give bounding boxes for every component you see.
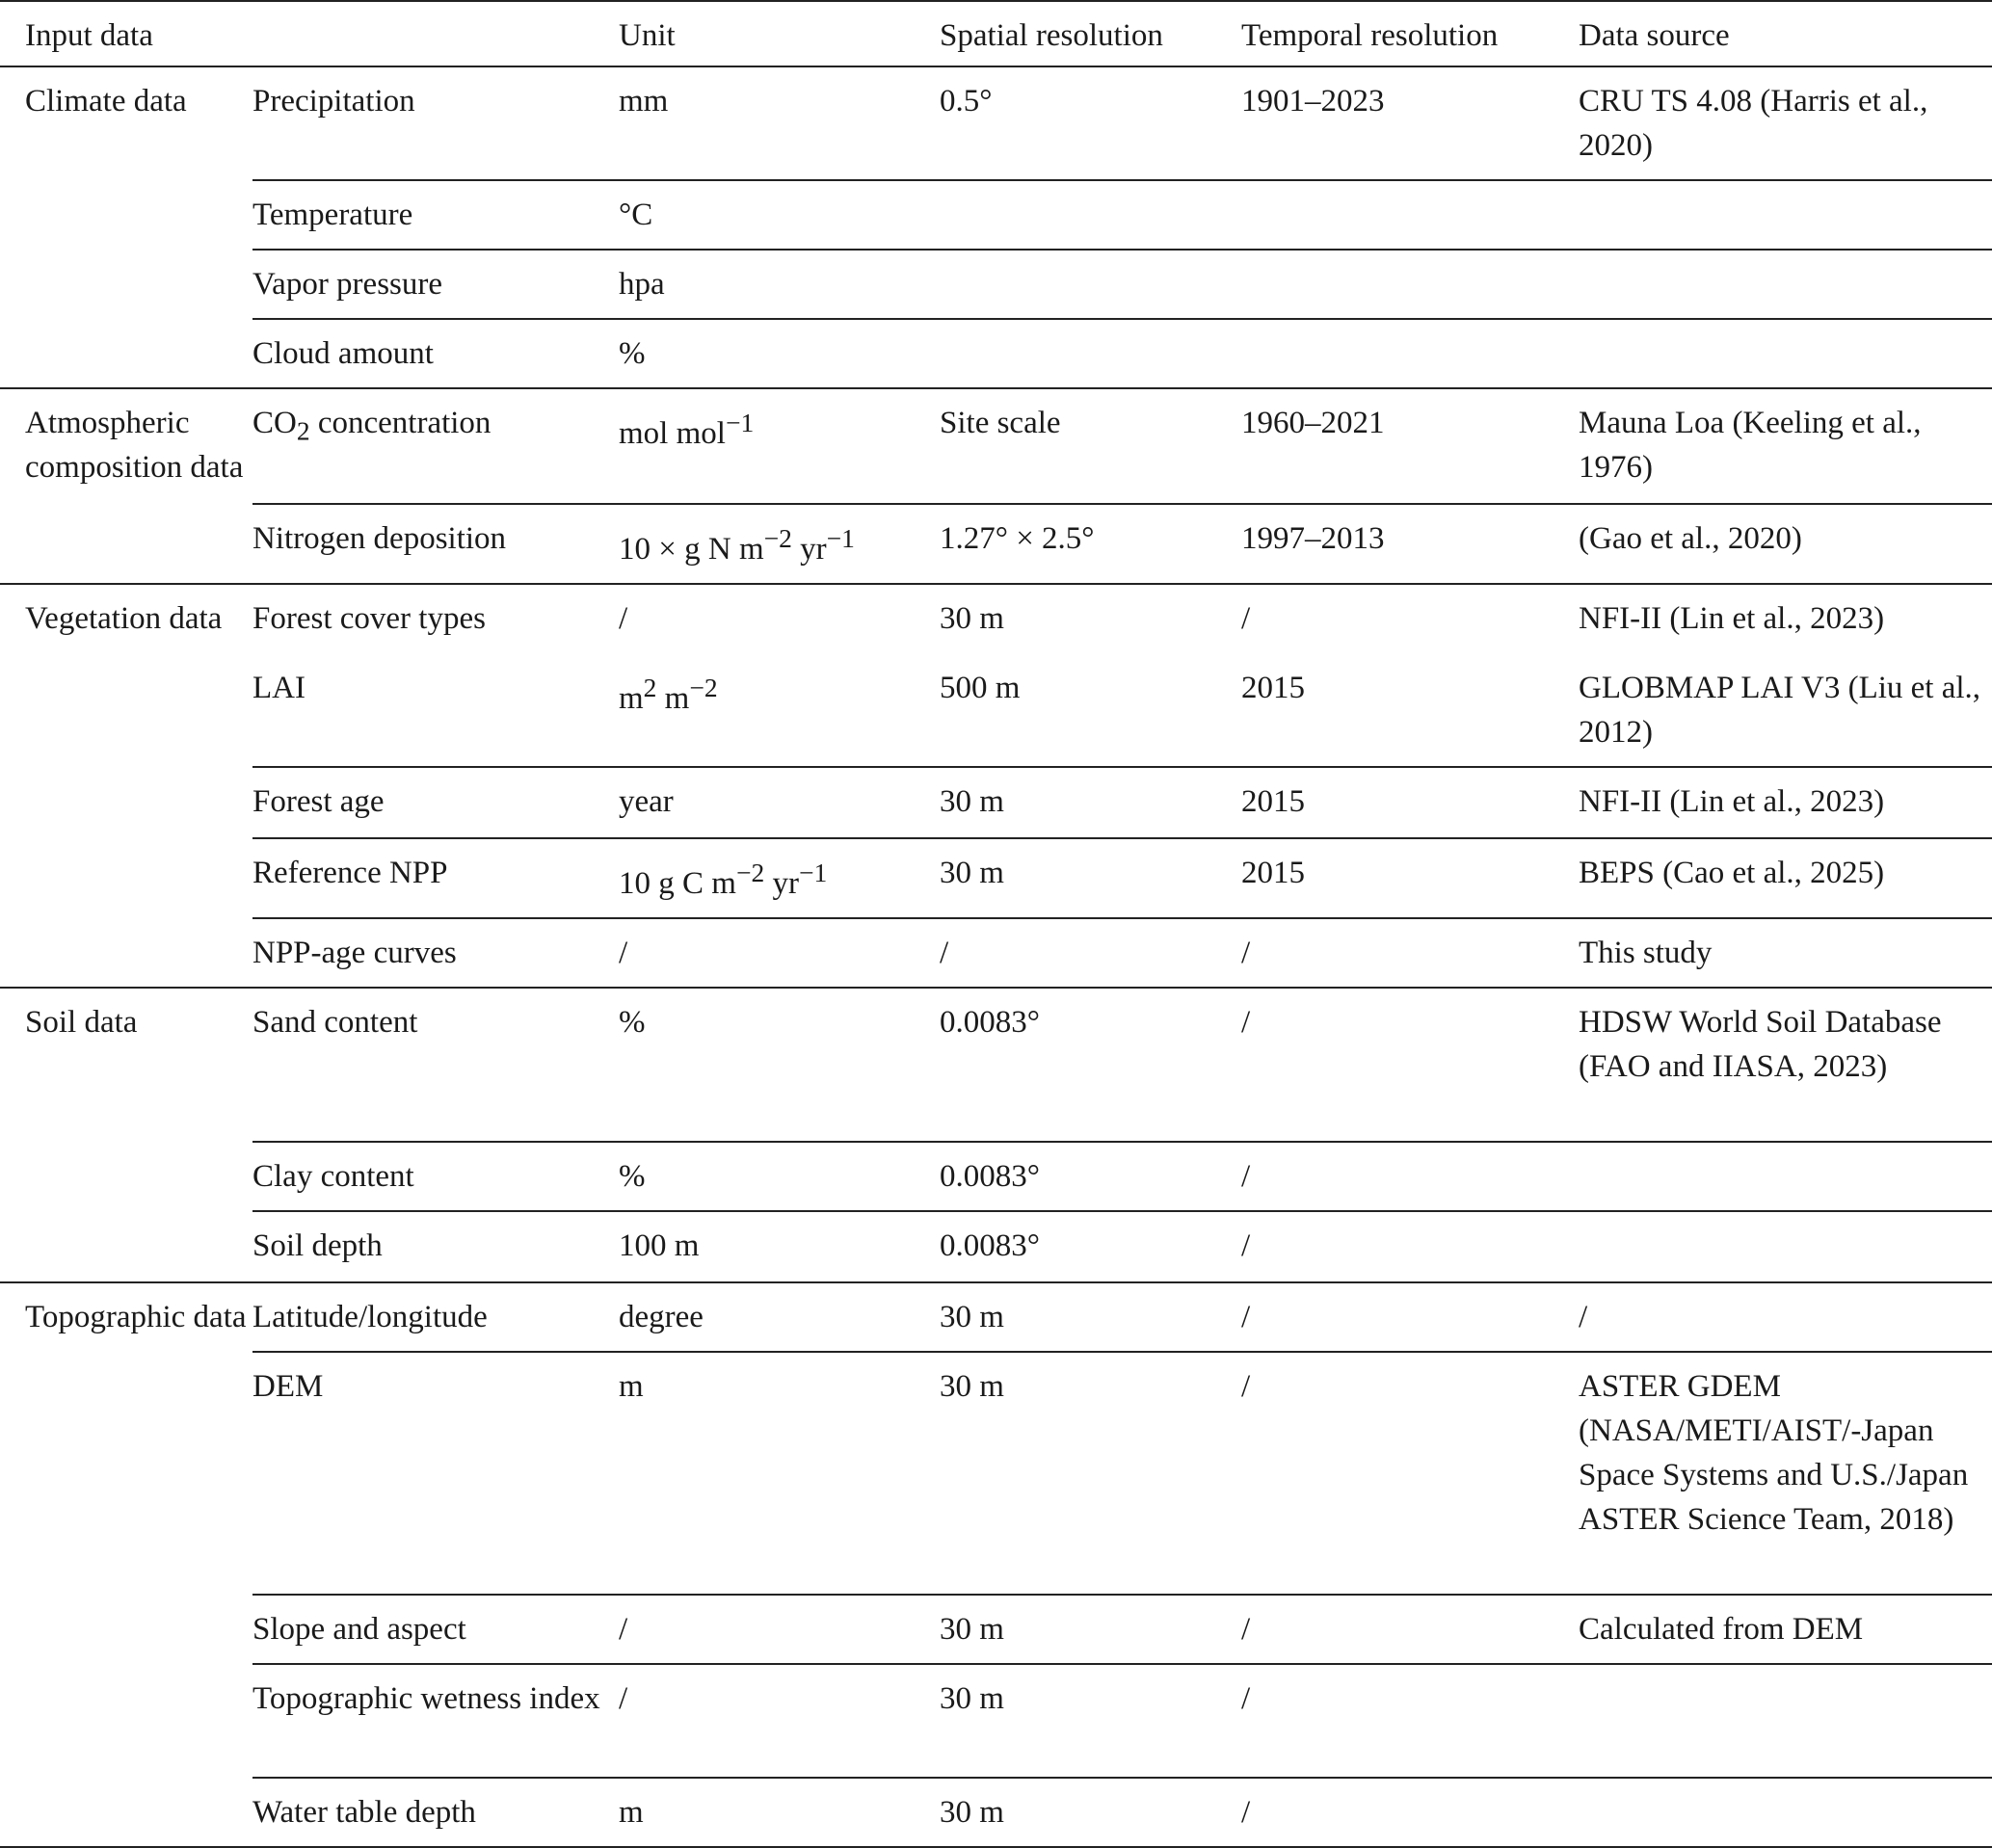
unit-cell: % [619, 1142, 940, 1211]
unit-exponent: −2 [735, 858, 765, 887]
table-row [0, 1142, 1992, 1211]
spatial-cell: Site scale [940, 388, 1241, 504]
temporal-cell: / [1241, 988, 1579, 1142]
unit-cell [619, 388, 940, 504]
source-cell: Calculated from DEM [1579, 1595, 1992, 1664]
table-row [0, 180, 1992, 250]
table-row [0, 654, 1992, 767]
co2-subscript: 2 [296, 415, 310, 446]
table-row [0, 388, 1992, 504]
spatial-cell [940, 250, 1241, 319]
unit-cell: / [619, 918, 940, 988]
header-unit: Unit [619, 1, 940, 66]
group-topographic: Topographic data [0, 1282, 252, 1847]
source-cell: / [1579, 1282, 1992, 1352]
table-row [0, 988, 1992, 1142]
temporal-cell: 1997–2013 [1241, 504, 1579, 584]
temporal-cell: 1960–2021 [1241, 388, 1579, 504]
temporal-cell: / [1241, 1595, 1579, 1664]
source-cell: GLOBMAP LAI V3 (Liu et al., 2012) [1579, 671, 1981, 750]
unit-cell: year [619, 767, 940, 838]
co2-prefix: CO [252, 406, 297, 440]
table-row [0, 1778, 1992, 1847]
variable-cell: Topographic wetness index [252, 1664, 619, 1778]
table-row [0, 504, 1992, 584]
unit-cell: / [619, 584, 940, 654]
spatial-cell: 30 m [940, 1282, 1241, 1352]
spatial-cell [940, 319, 1241, 388]
unit-cell [619, 838, 940, 918]
table-row [0, 319, 1992, 388]
source-cell: NFI-II (Lin et al., 2023) [1579, 584, 1992, 654]
source-cell: CRU TS 4.08 (Harris et al., 2020) [1579, 84, 1928, 163]
source-cell [1579, 1211, 1992, 1282]
temporal-cell: / [1241, 1352, 1579, 1595]
table-row [0, 1211, 1992, 1282]
spatial-cell: 30 m [940, 1595, 1241, 1664]
group-atmospheric: Atmospheric composition data [0, 388, 252, 584]
variable-cell: Nitrogen deposition [252, 504, 619, 584]
unit-cell: % [619, 319, 940, 388]
temporal-cell: 1901–2023 [1241, 84, 1385, 119]
spatial-cell: 30 m [940, 767, 1241, 838]
temporal-cell: / [1241, 1211, 1579, 1282]
source-cell [1579, 180, 1992, 250]
unit-cell: mm [619, 84, 669, 119]
temporal-cell: / [1241, 1778, 1579, 1847]
unit-base: 10 × g N m [619, 532, 764, 567]
variable-cell: DEM [252, 1352, 619, 1595]
table-row [0, 918, 1992, 988]
unit-exponent: −1 [798, 858, 828, 887]
unit-mid: m [656, 681, 690, 716]
spatial-cell: 30 m [940, 584, 1241, 654]
unit-cell: degree [619, 1282, 940, 1352]
variable-cell: Forest age [252, 767, 619, 838]
temporal-cell: 2015 [1241, 767, 1579, 838]
source-cell: BEPS (Cao et al., 2025) [1579, 838, 1992, 918]
source-cell [1579, 250, 1992, 319]
source-cell: (Gao et al., 2020) [1579, 504, 1992, 584]
spatial-cell: 1.27° × 2.5° [940, 504, 1241, 584]
spatial-cell: 0.0083° [940, 1142, 1241, 1211]
unit-cell: % [619, 988, 940, 1142]
group-climate: Climate data [25, 84, 187, 119]
spatial-cell: 30 m [940, 1778, 1241, 1847]
variable-cell: Vapor pressure [252, 250, 619, 319]
table-row [0, 1664, 1992, 1778]
group-vegetation: Vegetation data [0, 584, 252, 988]
spatial-cell: 30 m [940, 838, 1241, 918]
variable-cell: Forest cover types [252, 584, 619, 654]
table-row [0, 1352, 1992, 1595]
header-data-source: Data source [1579, 1, 1992, 66]
unit-cell: 100 m [619, 1211, 940, 1282]
table-row [0, 1595, 1992, 1664]
unit-exponent: −2 [763, 523, 792, 553]
table-row [0, 1282, 1992, 1352]
variable-cell: Reference NPP [252, 838, 619, 918]
unit-exponent: −1 [826, 523, 855, 553]
temporal-cell: 2015 [1241, 838, 1579, 918]
group-soil: Soil data [0, 988, 252, 1282]
temporal-cell: / [1241, 1664, 1579, 1778]
variable-cell: Latitude/longitude [252, 1282, 619, 1352]
variable-cell: Clay content [252, 1142, 619, 1211]
unit-base: mol mol [619, 416, 726, 451]
spatial-cell [940, 180, 1241, 250]
variable-cell: LAI [252, 671, 305, 705]
temporal-cell: 2015 [1241, 671, 1305, 705]
source-cell [1579, 1142, 1992, 1211]
spatial-cell: 0.0083° [940, 988, 1241, 1142]
variable-cell: Soil depth [252, 1211, 619, 1282]
temporal-cell: / [1241, 918, 1579, 988]
unit-cell: m [619, 1352, 940, 1595]
table-row [0, 250, 1992, 319]
variable-cell [252, 388, 619, 504]
temporal-cell: / [1241, 1142, 1579, 1211]
temporal-cell [1241, 250, 1579, 319]
source-cell: This study [1579, 918, 1992, 988]
table-row [0, 66, 1992, 180]
unit-exponent: −1 [725, 408, 755, 437]
variable-cell: Sand content [252, 988, 619, 1142]
variable-cell: Cloud amount [252, 319, 619, 388]
header-variable [252, 1, 619, 66]
source-cell: ASTER GDEM (NASA/METI/AIST/-Japan Space Systems and U.S./Japan ASTER Science Team, 2018) [1579, 1352, 1992, 1595]
source-cell: HDSW World Soil Database (FAO and IIASA, 2023) [1579, 988, 1992, 1142]
spatial-cell: 30 m [940, 1664, 1241, 1778]
source-cell [1579, 319, 1992, 388]
unit-cell: hpa [619, 250, 940, 319]
variable-cell: Water table depth [252, 1778, 619, 1847]
variable-cell: Precipitation [252, 84, 415, 119]
header-input-data: Input data [0, 1, 252, 66]
spatial-cell: 0.5° [940, 84, 993, 119]
unit-exponent: 2 [643, 673, 657, 702]
table-row [0, 767, 1992, 838]
source-cell [1579, 1664, 1992, 1778]
header-row [0, 1, 1992, 66]
source-cell [1579, 1778, 1992, 1847]
unit-cell: / [619, 1595, 940, 1664]
header-spatial-resolution: Spatial resolution [940, 1, 1241, 66]
spatial-cell: 0.0083° [940, 1211, 1241, 1282]
header-temporal-resolution: Temporal resolution [1241, 1, 1579, 66]
unit-cell [619, 504, 940, 584]
unit-base: m [619, 681, 644, 716]
unit-cell [619, 654, 940, 767]
temporal-cell [1241, 319, 1579, 388]
unit-exponent: −2 [689, 673, 718, 702]
unit-cell: / [619, 1664, 940, 1778]
variable-cell: Temperature [252, 180, 619, 250]
temporal-cell [1241, 180, 1579, 250]
unit-base: 10 g C m [619, 866, 736, 901]
unit-cell: m [619, 1778, 940, 1847]
spatial-cell: / [940, 918, 1241, 988]
co2-suffix: concentration [309, 406, 491, 440]
source-cell: Mauna Loa (Keeling et al., 1976) [1579, 388, 1992, 504]
variable-cell: NPP-age curves [252, 918, 619, 988]
temporal-cell: / [1241, 1282, 1579, 1352]
temporal-cell: / [1241, 584, 1579, 654]
table-row [0, 584, 1992, 654]
unit-mid: yr [764, 866, 799, 901]
variable-cell: Slope and aspect [252, 1595, 619, 1664]
unit-cell: °C [619, 180, 940, 250]
unit-mid: yr [791, 532, 827, 567]
source-cell: NFI-II (Lin et al., 2023) [1579, 767, 1992, 838]
spatial-cell: 500 m [940, 671, 1021, 705]
table-row [0, 838, 1992, 918]
spatial-cell: 30 m [940, 1352, 1241, 1595]
